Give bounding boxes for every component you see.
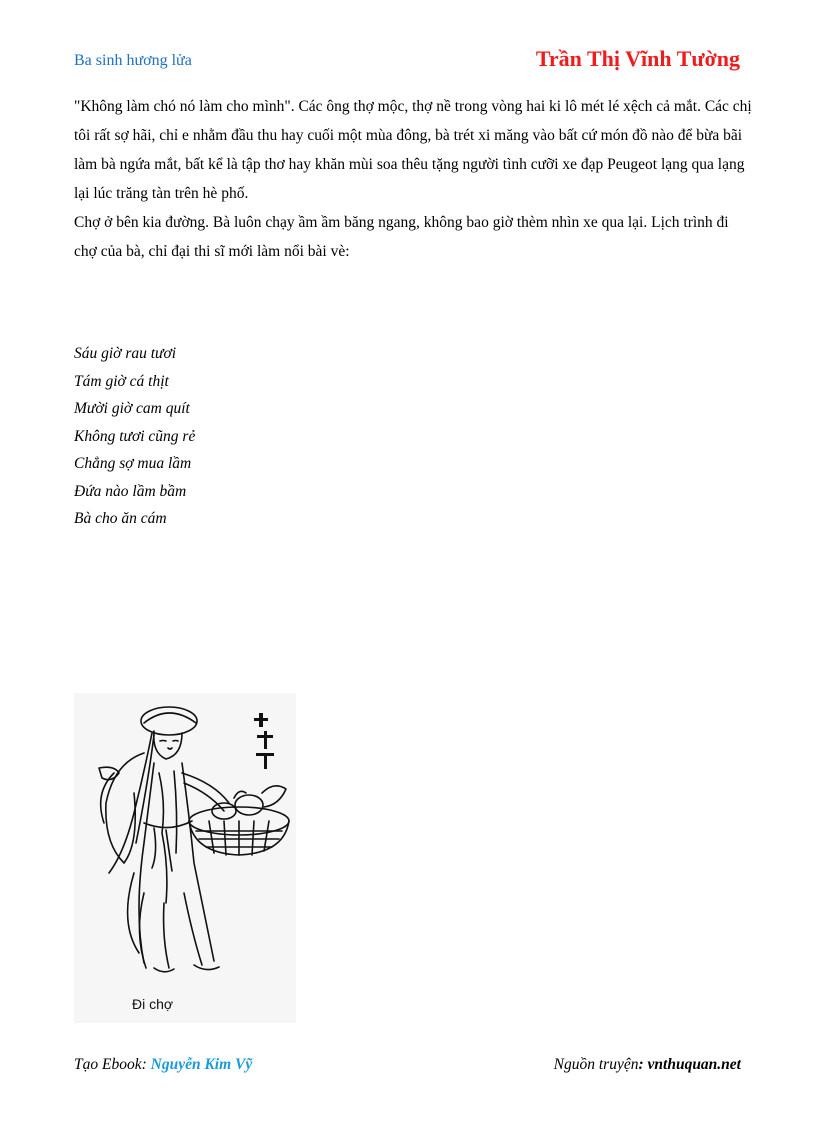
poem-line: Không tươi cũng rẻ bbox=[74, 427, 196, 445]
source-site: vnthuquan.net bbox=[647, 1056, 741, 1073]
poem-line: Mười giờ cam quít bbox=[74, 400, 190, 417]
source-credit bbox=[554, 1056, 741, 1074]
poem-line: Tám giờ cá thịt bbox=[74, 372, 169, 390]
book-title: Ba sinh hương lửa bbox=[74, 52, 192, 69]
ebook-sep: : bbox=[141, 1056, 151, 1073]
ebook-label: Tạo Ebook bbox=[74, 1056, 142, 1073]
paragraph: "Không làm chó nó làm cho mình". Các ông thợ mộc, thợ nề trong vòng hai ki lô mét lé xệch cả mắt. Các chị tôi rất sợ hãi, chỉ e nhằm đầu thu hay cuối một mùa đông, bà trét xi măng vào bất cứ món đồ nào để bừa bãi làm bà ngứa mắt, bất kể là tập thơ hay khăn mùi soa thêu tặng người tình cưỡi xe đạp Peugeot lạng qua lạng lại lúc trăng tàn trên hè phố. bbox=[74, 98, 752, 202]
poem-line: Chẳng sợ mua lầm bbox=[74, 455, 192, 472]
author-name: Trần Thị Vĩnh Tường bbox=[535, 46, 740, 71]
ebook-author: Nguyễn Kim Vỹ bbox=[150, 1056, 253, 1073]
paragraph: Chợ ở bên kia đường. Bà luôn chạy ầm ầm băng ngang, không bao giờ thèm nhìn xe qua lại. Lịch trình đi chợ của bà, chỉ đại thi sĩ mới làm nổi bài vè: bbox=[74, 214, 729, 260]
story-text bbox=[74, 92, 754, 266]
market-woman-illustration bbox=[74, 693, 296, 1023]
poem bbox=[74, 340, 195, 533]
source-sep: : bbox=[638, 1056, 648, 1073]
poem-line: Đứa nào lầm bầm bbox=[74, 482, 187, 500]
ebook-credit bbox=[74, 1056, 252, 1074]
poem-line: Bà cho ăn cám bbox=[74, 510, 167, 527]
poem-line: Sáu giờ rau tươi bbox=[74, 345, 177, 362]
source-label: Nguồn truyện bbox=[553, 1056, 639, 1073]
illustration-caption: Đi chợ bbox=[132, 996, 174, 1012]
woodcut-drawing bbox=[74, 693, 296, 1023]
